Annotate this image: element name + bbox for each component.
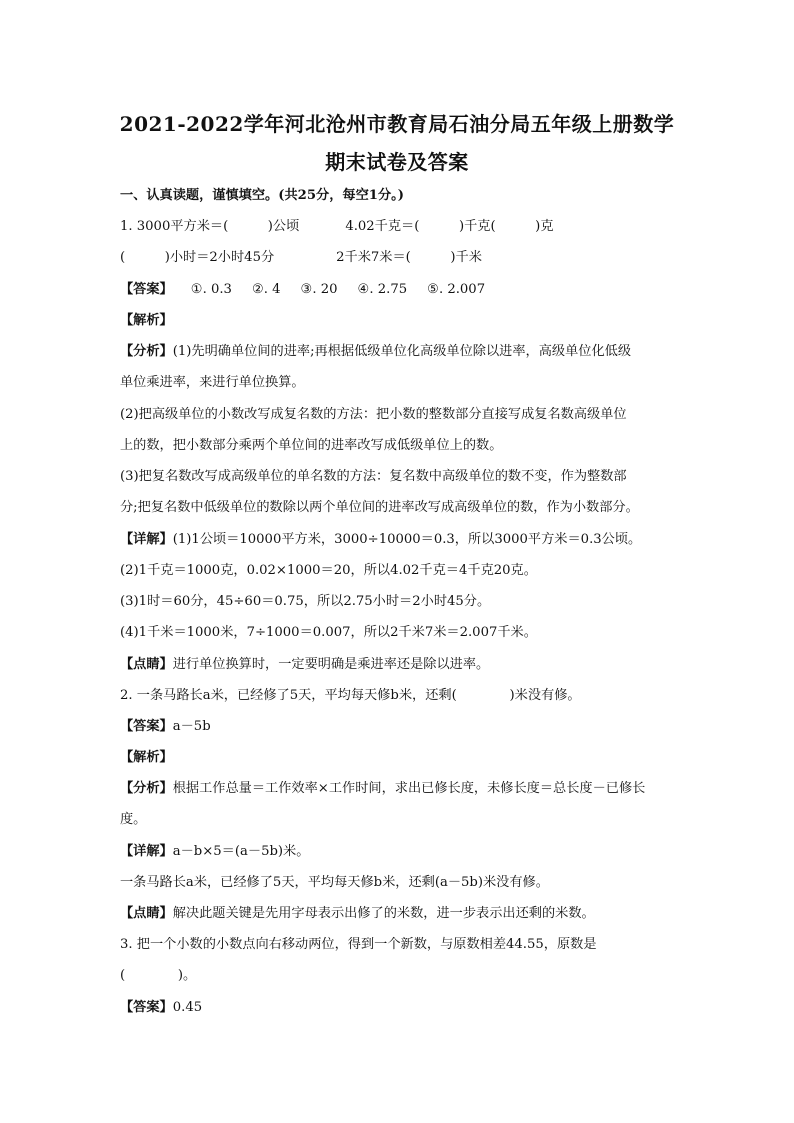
q1-answer bbox=[120, 281, 485, 299]
answer-item-4: ④. 2.75 bbox=[357, 282, 408, 297]
fenxi-tag: 【分析】 bbox=[120, 781, 173, 796]
point-tag: 【点睛】 bbox=[120, 657, 173, 672]
q1-line-1 bbox=[120, 218, 554, 236]
q1-detail-2: (2)1千克＝1000克，0.02×1000＝20，所以4.02千克＝4千克20克。 bbox=[120, 563, 537, 578]
section-heading: 一、认真读题，谨慎填空。(共25分，每空1分。) bbox=[120, 188, 404, 203]
q1-item-length: 2千米7米＝( )千米 bbox=[336, 250, 482, 265]
q2-detail-2: 一条马路长a米，已经修了5天，平均每天修b米，还剩(a－5b)米没有修。 bbox=[120, 875, 549, 890]
fenxi-tag: 【分析】 bbox=[120, 344, 173, 359]
q1-item-weight: 4.02千克＝( )千克( )克 bbox=[345, 219, 554, 234]
q2-question: 2. 一条马路长a米，已经修了5天，平均每天修b米，还剩( )米没有修。 bbox=[120, 688, 581, 703]
q1-fenxi-2b: 上的数，把小数部分乘两个单位间的进率改写成低级单位上的数。 bbox=[120, 438, 503, 453]
q1-detail-1: 【详解】(1)1公顷＝10000平方米，3000÷10000＝0.3，所以3000平方米＝0.3公顷。 bbox=[120, 532, 642, 547]
q1-item-area: 1. 3000平方米＝( )公顷 bbox=[120, 219, 300, 234]
q2-point: 【点睛】解决此题关键是先用字母表示出修了的米数，进一步表示出还剩的米数。 bbox=[120, 906, 595, 921]
q3-blank: ( )。 bbox=[120, 968, 197, 983]
detail-tag: 【详解】 bbox=[120, 532, 173, 547]
q1-point: 【点睛】进行单位换算时，一定要明确是乘进率还是除以进率。 bbox=[120, 657, 490, 672]
document-title-line-2: 期末试卷及答案 bbox=[325, 150, 469, 174]
q3-answer: 【答案】0.45 bbox=[120, 1000, 203, 1015]
answer-tag: 【答案】 bbox=[120, 1000, 173, 1015]
q2-analysis-tag: 【解析】 bbox=[120, 750, 173, 765]
answer-tag: 【答案】 bbox=[120, 282, 173, 297]
q2-answer: 【答案】a－5b bbox=[120, 719, 211, 734]
q1-fenxi-1b: 单位乘进率，来进行单位换算。 bbox=[120, 375, 305, 390]
answer-item-3: ③. 20 bbox=[300, 282, 338, 297]
q2-detail-1: 【详解】a－b×5＝(a－5b)米。 bbox=[120, 844, 310, 859]
q1-analysis-tag: 【解析】 bbox=[120, 313, 173, 328]
q1-fenxi-3: (3)把复名数改写成高级单位的单名数的方法：复名数中高级单位的数不变，作为整数部 bbox=[120, 469, 627, 484]
q1-detail-3: (3)1时＝60分，45÷60＝0.75，所以2.75小时＝2小时45分。 bbox=[120, 594, 491, 609]
document-title-line-1: 2021-2022学年河北沧州市教育局石油分局五年级上册数学 bbox=[119, 112, 675, 136]
q3-question: 3. 把一个小数的小数点向右移动两位，得到一个新数，与原数相差44.55，原数是 bbox=[120, 937, 597, 952]
q1-fenxi-2: (2)把高级单位的小数改写成复名数的方法：把小数的整数部分直接写成复名数高级单位 bbox=[120, 407, 627, 422]
q2-fenxi-1b: 度。 bbox=[120, 812, 147, 827]
answer-item-1: ①. 0.3 bbox=[190, 282, 232, 297]
detail-tag: 【详解】 bbox=[120, 844, 173, 859]
answer-item-5: ⑤. 2.007 bbox=[427, 282, 486, 297]
q1-fenxi-1: 【分析】(1)先明确单位间的进率;再根据低级单位化高级单位除以进率，高级单位化低级 bbox=[120, 344, 632, 359]
q1-detail-4: (4)1千米＝1000米，7÷1000＝0.007，所以2千米7米＝2.007千米。 bbox=[120, 625, 537, 640]
q1-item-time: ( )小时＝2小时45分 bbox=[120, 250, 275, 265]
answer-tag: 【答案】 bbox=[120, 719, 173, 734]
answer-item-2: ②. 4 bbox=[251, 282, 281, 297]
q1-line-2 bbox=[120, 249, 482, 267]
q2-fenxi-1: 【分析】根据工作总量＝工作效率×工作时间，求出已修长度，未修长度＝总长度－已修长 bbox=[120, 781, 646, 796]
point-tag: 【点睛】 bbox=[120, 906, 173, 921]
q1-fenxi-3b: 分;把复名数中低级单位的数除以两个单位间的进率改写成高级单位的数，作为小数部分。 bbox=[120, 500, 639, 515]
